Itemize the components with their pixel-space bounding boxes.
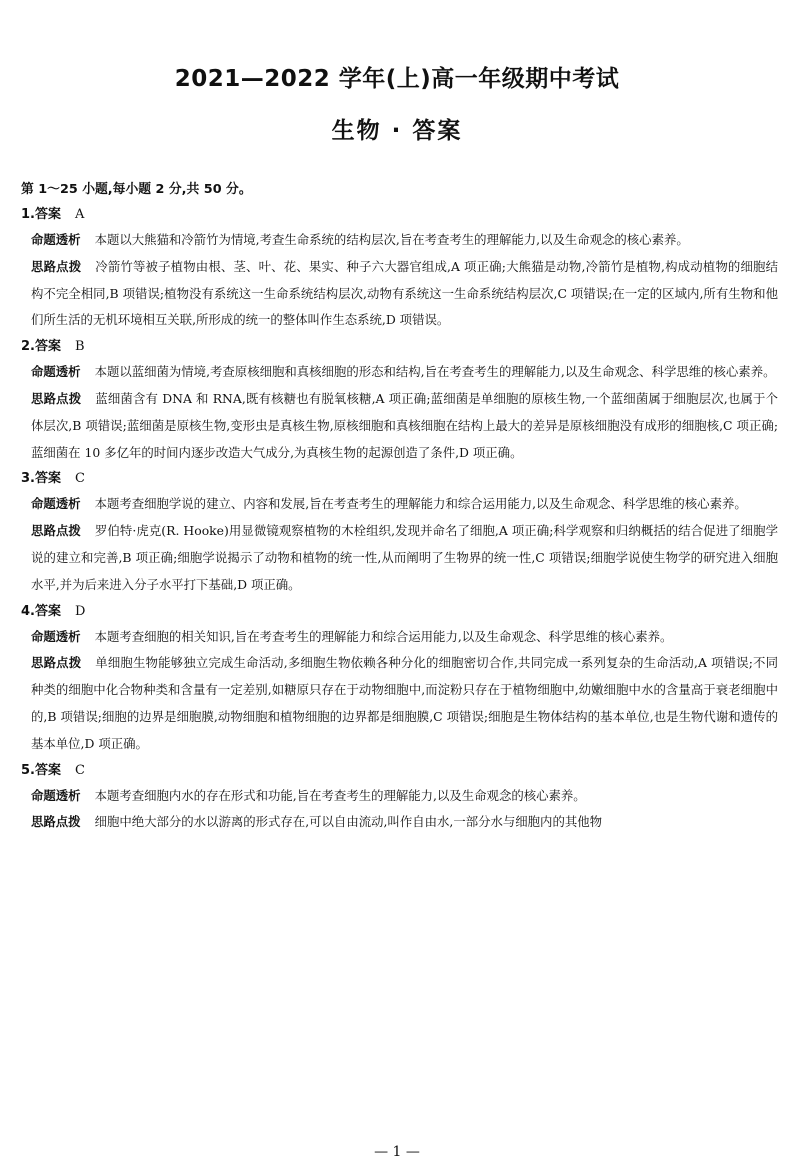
answer-line [21,599,778,624]
answer-label: 答案 [34,762,61,778]
question-number: 4. [21,603,35,619]
answer-line [21,202,778,227]
hint-text: 单细胞生物能够独立完成生命活动,多细胞生物依赖各种分化的细胞密切合作,共同完成一系列复杂的生命活动,A 项错误;不同种类的细胞中化合物种类和含量有一定差别,如糖原只存在于动物细胞中,而淀粉只存在于植物细胞中,幼嫩细胞中水的含量高于衰老细胞中的,B 项错误;细胞的边界是细胞膜,动物细胞和植物细胞的边界都是细胞膜,C 项错误;细胞是生物体结构的基本单位,也是生物代谢和遗传的基本单位,D 项正确。 [31,655,778,751]
hint-paragraph [31,650,778,757]
answer-content [21,178,778,836]
hint-text: 蓝细菌含有 DNA 和 RNA,既有核糖也有脱氧核糖,A 项正确;蓝细菌是单细胞的原核生物,一个蓝细菌属于细胞层次,也属于个体层次,B 项错误;蓝细菌是原核生物,变形虫是真核生物,原核细胞和真核细胞在结构上最大的差异是原核细胞没有成形的细胞核,C 项正确;蓝细菌在 10 多亿年的时间内逐步改造大气成分,为真核生物的起源创造了条件,D 项正确。 [31,390,778,460]
question-block [21,202,778,334]
answer-label: 答案 [34,339,61,355]
analysis-label: 命题透析 [31,364,81,380]
hint-label: 思路点拨 [31,258,82,274]
hint-paragraph [31,386,778,466]
answer-line [21,466,778,491]
question-list [21,202,778,836]
answer-label: 答案 [34,471,61,487]
hint-label: 思路点拨 [31,655,82,671]
analysis-paragraph [31,227,778,254]
analysis-paragraph [31,359,778,386]
hint-paragraph [31,518,778,598]
answer-choice: D [75,603,86,619]
hint-text: 冷箭竹等被子植物由根、茎、叶、花、果实、种子六大器官组成,A 项正确;大熊猫是动物,冷箭竹是植物,构成动植物的细胞结构不完全相同,B 项错误;植物没有系统这一生命系统结构层次,动物有系统这一生命系统结构层次,C 项错误;在一定的区域内,所有生物和他们所生活的无机环境相互关联,所形成的统一的整体叫作生态系统,D 项错误。 [31,258,778,328]
analysis-paragraph [31,491,778,518]
hint-label: 思路点拨 [31,390,82,406]
answer-choice: A [75,207,85,222]
analysis-text: 本题考查细胞内水的存在形式和功能,旨在考查考生的理解能力,以及生命观念的核心素养。 [94,787,586,803]
page-title: 2021—2022 学年(上)高一年级期中考试 [174,66,620,92]
question-block [21,334,778,466]
answer-label: 答案 [34,603,61,619]
question-number: 2. [21,339,35,355]
question-block [21,466,778,598]
analysis-text: 本题以大熊猫和冷箭竹为情境,考查生命系统的结构层次,旨在考查考生的理解能力,以及生命观念的核心素养。 [94,232,689,247]
answer-choice: C [75,762,85,778]
analysis-paragraph [31,783,778,810]
hint-paragraph [31,809,778,836]
hint-text: 罗伯特·虎克(R. Hooke)用显微镜观察植物的木栓组织,发现并命名了细胞,A 项正确;科学观察和归纳概括的结合促进了细胞学说的建立和完善,B 项正确;细胞学说揭示了动物和植物的统一性,从而阐明了生物界的统一性,C 项错误;细胞学说使生物学的研究进入细胞水平,并为后来进入分子水平打下基础,D 项正确。 [31,523,778,592]
answer-choice: B [75,339,85,355]
answer-choice: C [75,471,85,487]
hint-label: 思路点拨 [31,523,81,539]
question-number: 3. [21,471,35,487]
question-number: 5. [21,762,35,778]
question-block [21,758,778,837]
hint-label: 思路点拨 [31,814,81,830]
analysis-label: 命题透析 [31,232,81,247]
analysis-text: 本题考查细胞学说的建立、内容和发展,旨在考查考生的理解能力和综合运用能力,以及生命观念、科学思维的核心素养。 [94,496,747,512]
page-number: — 1 — [374,1144,420,1160]
analysis-label: 命题透析 [31,496,81,512]
question-block [21,599,778,758]
answer-line [21,334,778,359]
hint-paragraph [31,254,778,334]
analysis-label: 命题透析 [31,628,81,644]
answer-label: 答案 [34,207,61,222]
analysis-text: 本题考查细胞的相关知识,旨在考查考生的理解能力和综合运用能力,以及生命观念、科学思维的核心素养。 [94,628,673,644]
section-intro: 第 1～25 小题,每小题 2 分,共 50 分。 [21,182,252,197]
question-number: 1. [21,207,35,222]
page-subtitle: 生物 · 答案 [331,118,463,144]
analysis-label: 命题透析 [31,787,81,803]
analysis-text: 本题以蓝细菌为情境,考查原核细胞和真核细胞的形态和结构,旨在考查考生的理解能力,以及生命观念、科学思维的核心素养。 [94,364,776,380]
analysis-paragraph [31,624,778,651]
answer-line [21,758,778,783]
hint-text: 细胞中绝大部分的水以游离的形式存在,可以自由流动,叫作自由水,一部分水与细胞内的其他物 [94,814,603,830]
